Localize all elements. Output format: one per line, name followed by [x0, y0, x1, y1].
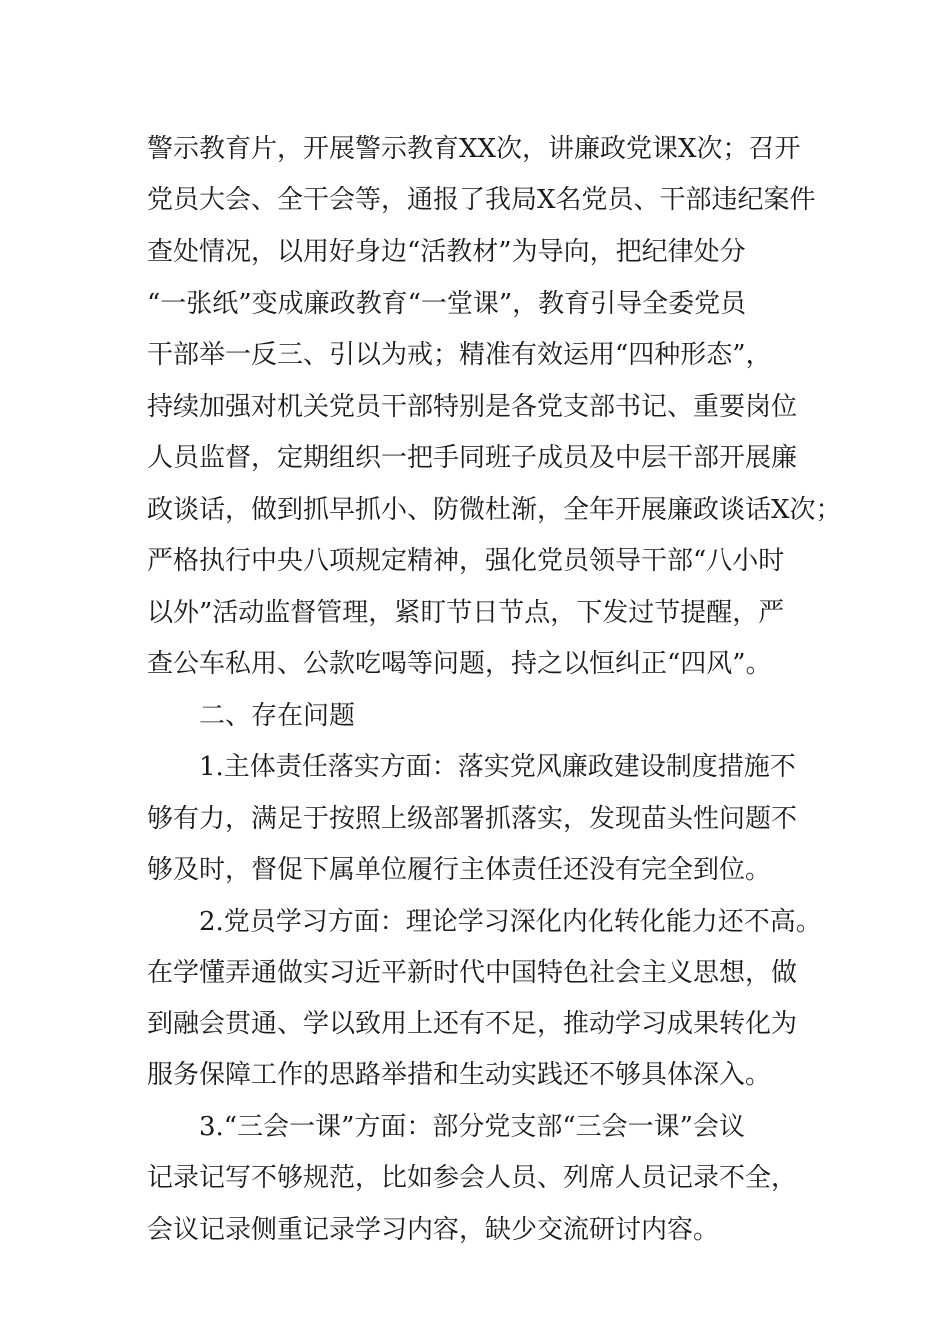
text-line: 1.主体责任落实方面：落实党风廉政建设制度措施不	[199, 752, 796, 782]
text-line: 查处情况，以用好身边“活教材”为导向，把纪律处分	[147, 237, 746, 267]
text-line: 3.“三会一课”方面：部分党支部“三会一课”会议	[199, 1112, 745, 1142]
text-line: 够有力，满足于按照上级部署抓落实，发现苗头性问题不	[147, 804, 798, 834]
text-line: 够及时，督促下属单位履行主体责任还没有完全到位。	[147, 855, 772, 885]
text-line: 在学懂弄通做实习近平新时代中国特色社会主义思想，做	[147, 958, 798, 988]
text-line: 党员大会、全干会等，通报了我局X名党员、干部违纪案件	[147, 185, 816, 215]
text-line: 查公车私用、公款吃喝等问题，持之以恒纠正“四风”。	[147, 649, 772, 679]
text-line: “一张纸”变成廉政教育“一堂课”，教育引导全委党员	[147, 289, 747, 319]
text-line: 到融会贯通、学以致用上还有不足，推动学习成果转化为	[147, 1009, 798, 1039]
text-line: 记录记写不够规范，比如参会人员、列席人员记录不全，	[147, 1163, 798, 1193]
text-line: 严格执行中央八项规定精神，强化党员领导干部“八小时	[147, 546, 785, 576]
text-line: 持续加强对机关党员干部特别是各党支部书记、重要岗位	[147, 392, 798, 422]
text-line: 警示教育片，开展警示教育XX次，讲廉政党课X次；召开	[147, 134, 801, 164]
section-heading: 二、存在问题	[199, 701, 356, 731]
text-line: 会议记录侧重记录学习内容，缺少交流研讨内容。	[147, 1215, 720, 1245]
text-line: 政谈话，做到抓早抓小、防微杜渐，全年开展廉政谈话X次；	[147, 495, 842, 525]
text-line: 干部举一反三、引以为戒；精准有效运用“四种形态”，	[147, 340, 772, 370]
text-line: 服务保障工作的思路举措和生动实践还不够具体深入。	[147, 1060, 772, 1090]
text-line: 2.党员学习方面：理论学习深化内化转化能力还不高。	[199, 907, 822, 937]
text-line: 人员监督，定期组织一把手同班子成员及中层干部开展廉	[147, 443, 798, 473]
text-line: 以外”活动监督管理，紧盯节日节点，下发过节提醒，严	[147, 598, 785, 628]
